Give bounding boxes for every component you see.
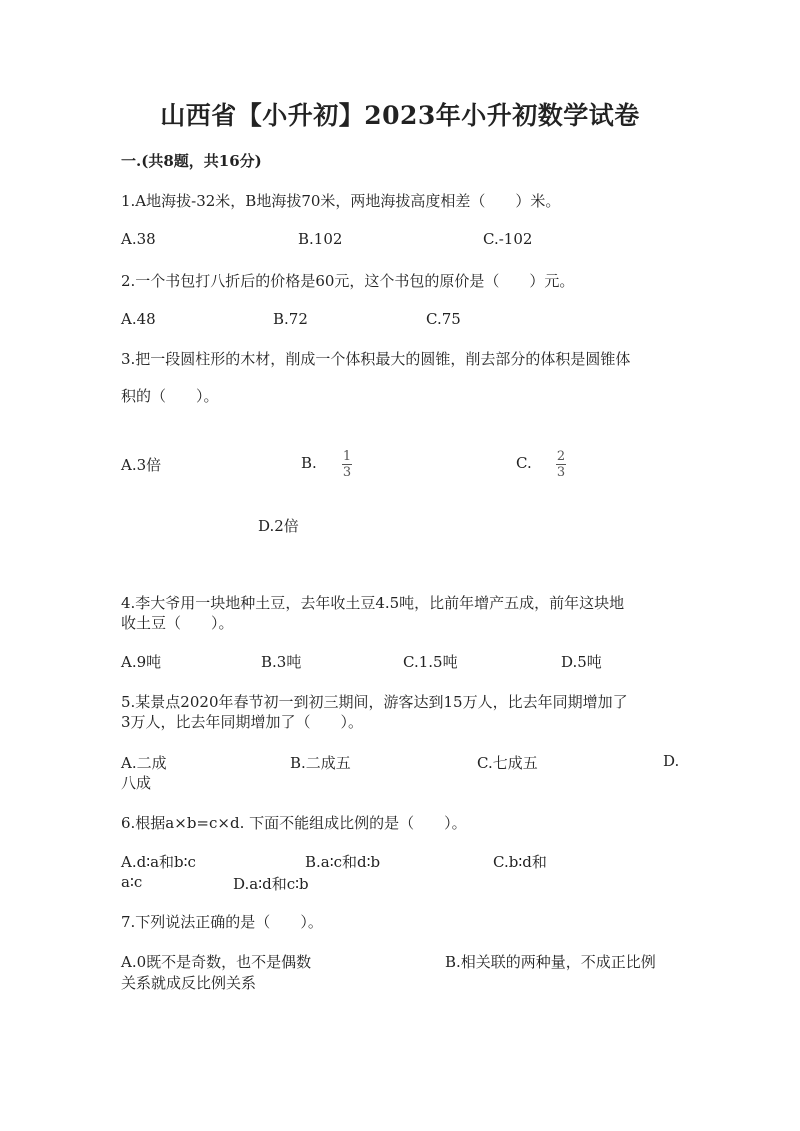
question-5-option-d-continued: 八成 (121, 774, 152, 792)
question-7-text: 7.下列说法正确的是（ ）。 (121, 913, 323, 931)
fraction-numerator: 2 (556, 449, 566, 464)
question-6-option-b: B.a∶c和d∶b (305, 853, 381, 871)
question-3-option-a: A.3倍 (121, 456, 162, 474)
page-title: 山西省【小升初】2023年小升初数学试卷 (160, 101, 640, 130)
question-4-option-c: C.1.5吨 (403, 653, 458, 671)
question-3-option-b-fraction (342, 450, 352, 479)
question-6-option-c: C.b∶d和 (493, 853, 547, 871)
question-3-option-c: C. (516, 454, 532, 472)
question-4-option-d: D.5吨 (561, 653, 602, 671)
question-2-option-b: B.72 (273, 310, 308, 328)
question-7-option-b-continued: 关系就成反比例关系 (121, 974, 257, 992)
question-5-text-line-2: 3万人，比去年同期增加了（ ）。 (121, 713, 364, 731)
question-3-option-c-fraction (556, 450, 566, 479)
fraction-denominator: 3 (556, 465, 566, 480)
question-6-option-d: D.a∶d和c∶b (233, 875, 309, 893)
question-7-option-a: A.0既不是奇数，也不是偶数 (121, 953, 312, 971)
question-3-option-d: D.2倍 (258, 517, 299, 535)
question-5-option-b: B.二成五 (290, 754, 351, 772)
question-4-option-b: B.3吨 (261, 653, 302, 671)
question-5-option-a: A.二成 (121, 754, 167, 772)
question-7-option-b: B.相关联的两种量，不成正比例 (445, 953, 656, 971)
fraction-denominator: 3 (342, 465, 352, 480)
question-1-option-a: A.38 (121, 230, 156, 248)
question-6-option-c-continued: a∶c (121, 873, 143, 891)
question-4-option-a: A.9吨 (121, 653, 162, 671)
section-heading: 一.(共8题，共16分) (121, 152, 262, 170)
question-2-option-c: C.75 (426, 310, 461, 328)
question-1-option-c: C.-102 (483, 230, 533, 248)
question-5-option-d: D. (663, 752, 680, 770)
question-5-text-line-1: 5.某景点2020年春节初一到初三期间，游客达到15万人，比去年同期增加了 (121, 693, 628, 711)
question-3-option-b: B. (301, 454, 317, 472)
question-1-option-b: B.102 (298, 230, 343, 248)
question-3-text-line-2: 积的（ ）。 (121, 387, 219, 405)
question-6-option-a: A.d∶a和b∶c (121, 853, 196, 871)
question-6-text: 6.根据a×b=c×d. 下面不能组成比例的是（ ）。 (121, 814, 467, 832)
question-3-text-line-1: 3.把一段圆柱形的木材，削成一个体积最大的圆锥，削去部分的体积是圆锥体 (121, 350, 631, 368)
question-4-text-line-2: 收土豆（ ）。 (121, 614, 234, 632)
question-2-option-a: A.48 (121, 310, 156, 328)
question-1-text: 1.A地海拔-32米，B地海拔70米，两地海拔高度相差（ ）米。 (121, 192, 561, 210)
question-4-text-line-1: 4.李大爷用一块地种土豆，去年收土豆4.5吨，比前年增产五成，前年这块地 (121, 594, 625, 612)
fraction-numerator: 1 (342, 449, 352, 464)
question-2-text: 2.一个书包打八折后的价格是60元，这个书包的原价是（ ）元。 (121, 272, 575, 290)
question-5-option-c: C.七成五 (477, 754, 538, 772)
